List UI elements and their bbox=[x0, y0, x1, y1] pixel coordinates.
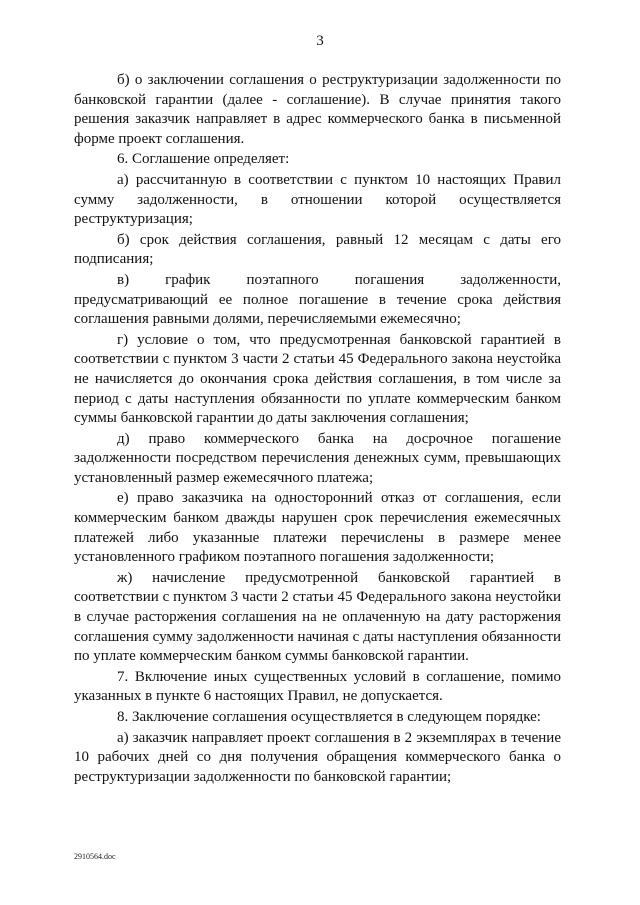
paragraph-7: 7. Включение иных существенных условий в соглашение, помимо указанных в пункте 6 настоящих Правил, не допускается. bbox=[74, 668, 561, 705]
paragraph-6a: а) рассчитанную в соответствии с пунктом 10 настоящих Правил сумму задолженности, в отношении которой осуществляется реструктуризация; bbox=[74, 171, 561, 228]
paragraph-6zh: ж) начисление предусмотренной банковской гарантией в соответствии с пунктом 3 части 2 статьи 45 Федерального закона неустойки в случае расторжения соглашения на не оплаченную на дату расторжения соглашения сумму задолженности начиная с даты наступления обязанности по уплате коммерческим банком суммы банковской гарантии. bbox=[74, 569, 561, 665]
paragraph-6b: б) срок действия соглашения, равный 12 месяцам с даты его подписания; bbox=[74, 231, 561, 268]
paragraph-6v: в) график поэтапного погашения задолженности, предусматривающий ее полное погашение в течение срока действия соглашения равными долями, перечисляемыми ежемесячно; bbox=[74, 271, 561, 328]
paragraph-1b: б) о заключении соглашения о реструктуризации задолженности по банковской гарантии (далее - соглашение). В случае принятия такого решения заказчик направляет в адрес коммерческого банка в письменной форме проект соглашения. bbox=[74, 72, 561, 147]
paragraph-6d: д) право коммерческого банка на досрочное погашение задолженности посредством перечисления денежных сумм, превышающих установленный размер ежемесячного платежа; bbox=[74, 430, 561, 486]
paragraph-8a: а) заказчик направляет проект соглашения в 2 экземплярах в течение 10 рабочих дней со дня получения обращения коммерческого банка о реструктуризации задолженности по банковской гарантии; bbox=[74, 729, 561, 785]
document-body bbox=[74, 71, 561, 787]
paragraph-6: 6. Соглашение определяет: bbox=[117, 151, 290, 168]
page-number: 3 bbox=[316, 33, 324, 49]
document-footer-filename: 2910564.doc bbox=[74, 852, 116, 861]
paragraph-6e: е) право заказчика на односторонний отказ от соглашения, если коммерческим банком дважды нарушен срок перечисления ежемесячных платежей либо указанные платежи перечислены в размере менее установленного графиком поэтапного погашения задолженности; bbox=[74, 490, 561, 566]
paragraph-8: 8. Заключение соглашения осуществляется в следующем порядке: bbox=[117, 709, 541, 725]
paragraph-6g: г) условие о том, что предусмотренная банковской гарантией в соответствии с пунктом 3 части 2 статьи 45 Федерального закона неустойка не начисляется до окончания срока действия соглашения, в том числе за период с даты наступления обязанности по уплате коммерческим банком суммы банковской гарантии до даты заключения соглашения; bbox=[74, 331, 561, 427]
